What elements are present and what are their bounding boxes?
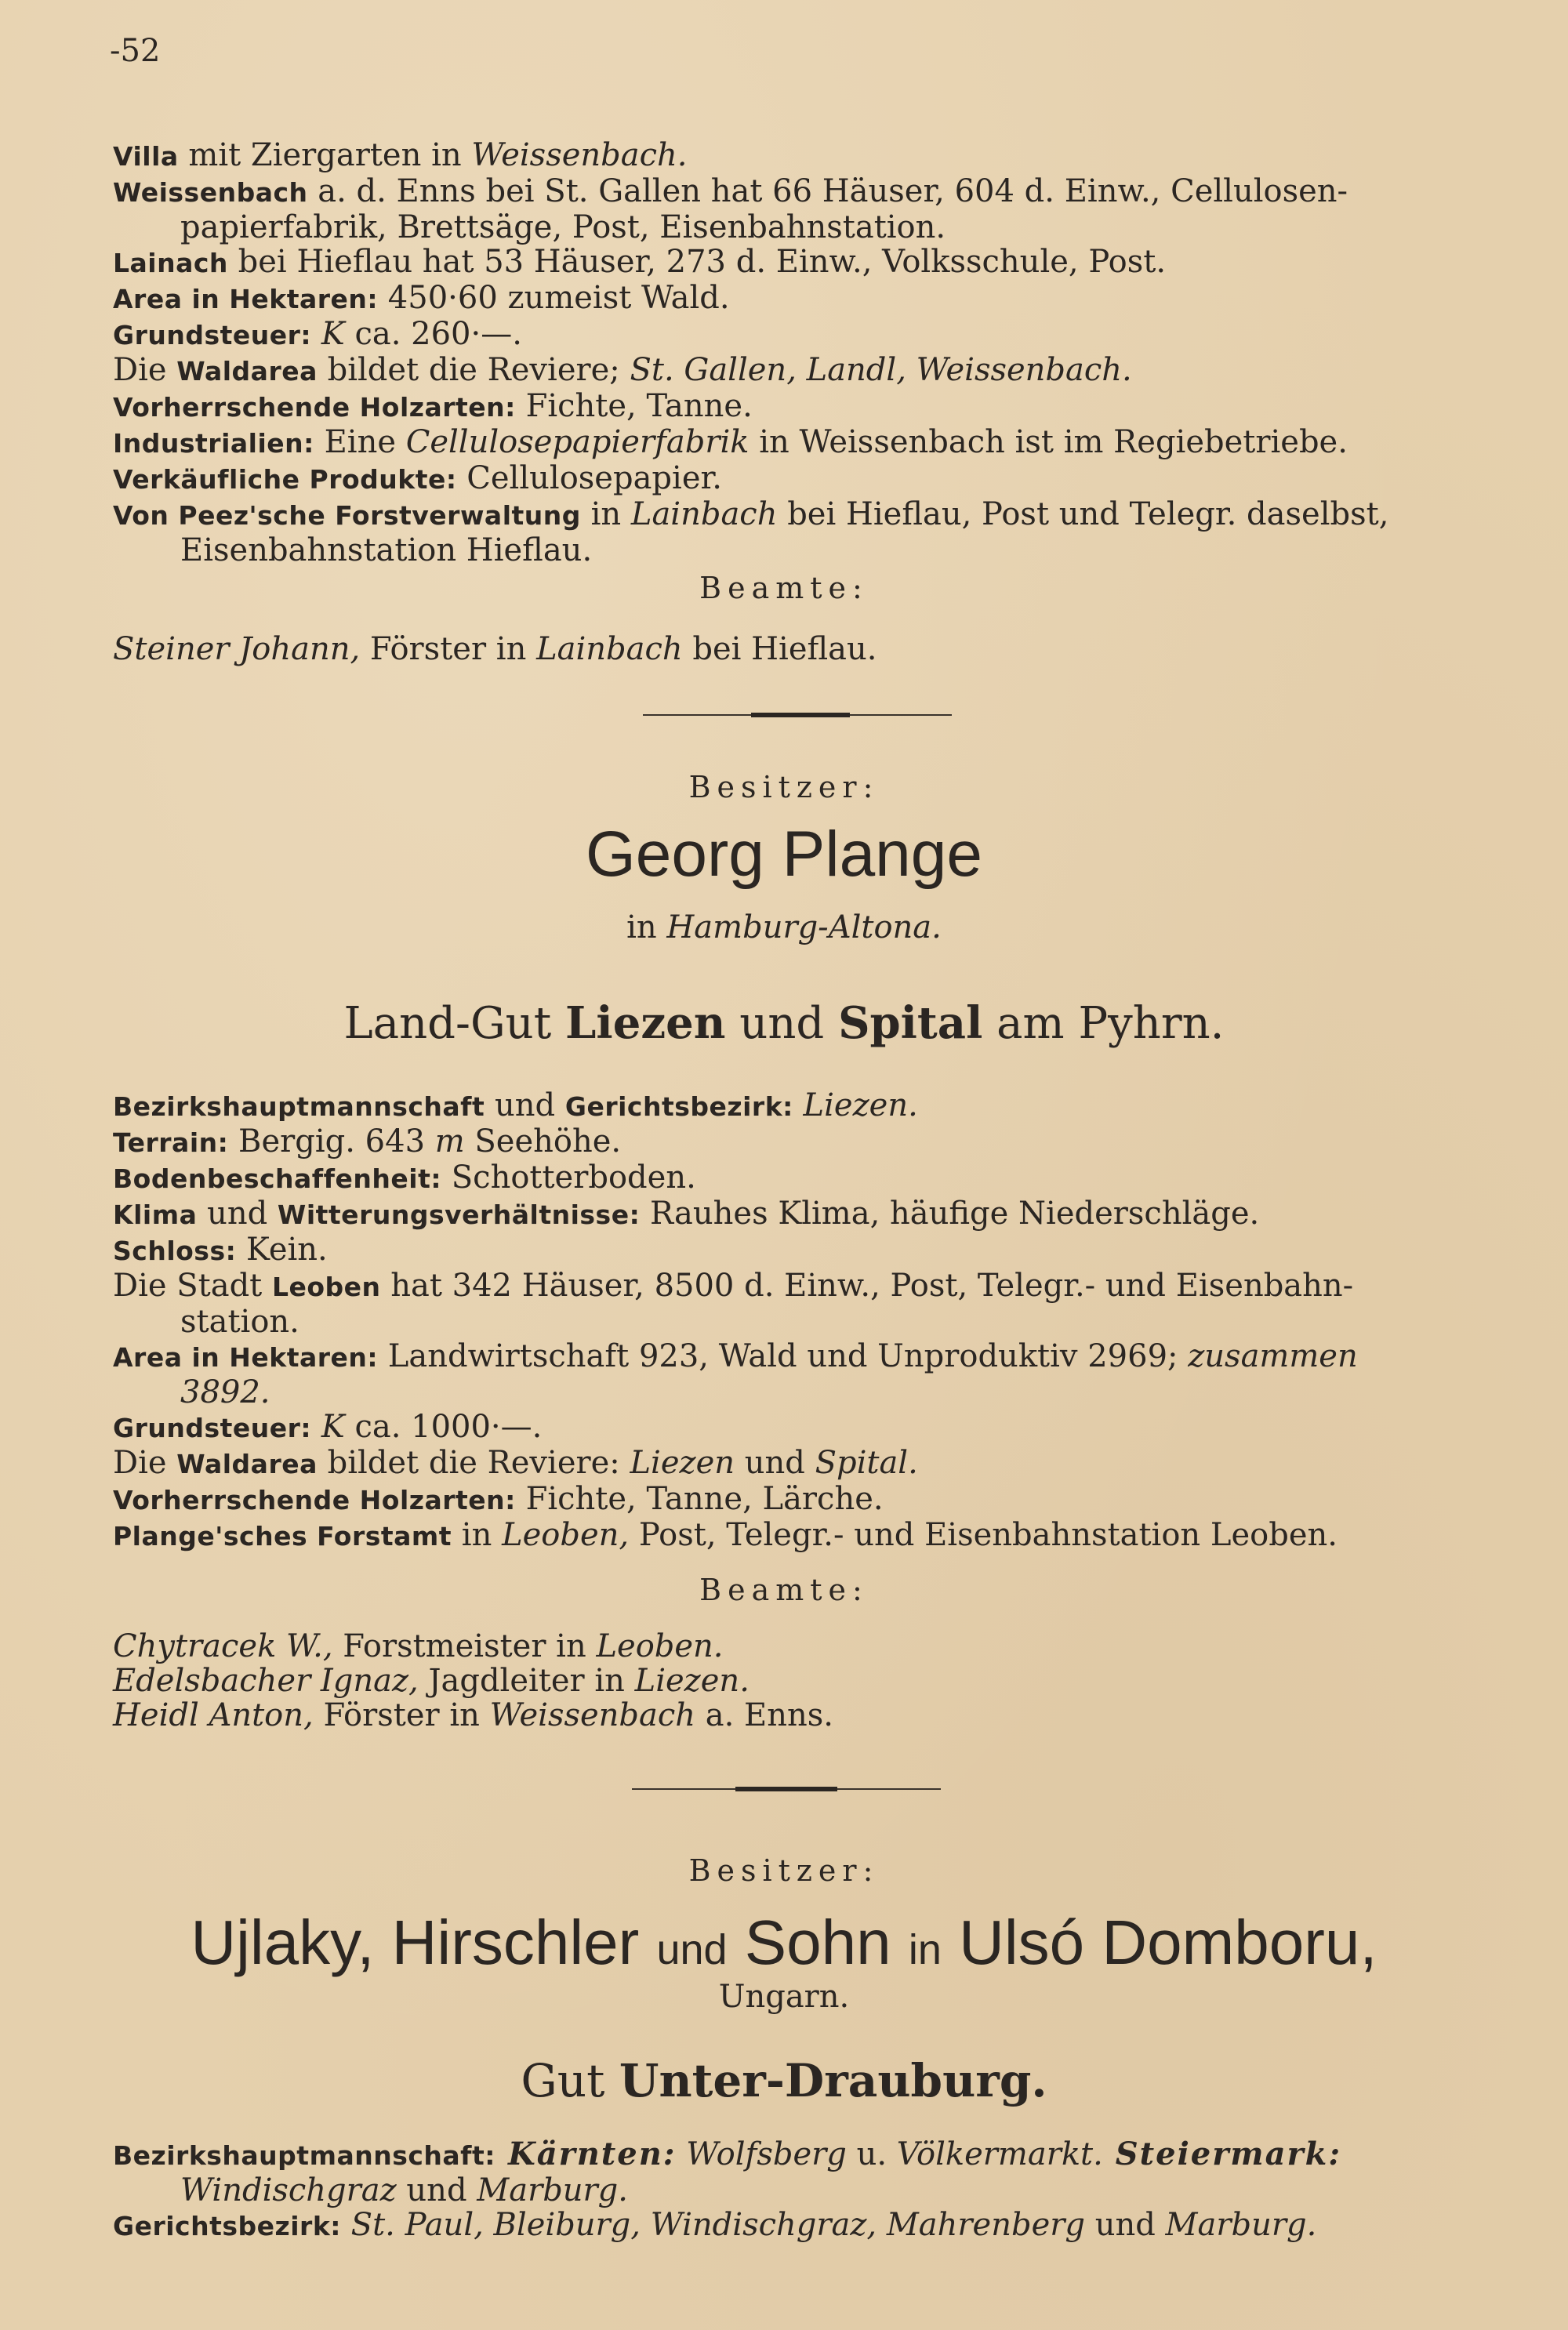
entry-terrain: Terrain: Bergig. 643 m Seehöhe. xyxy=(113,1123,622,1160)
owner-name: Georg Plange xyxy=(585,818,982,890)
beamte-entry: Steiner Johann, Förster in Lainbach bei Hieflau. xyxy=(113,631,877,667)
owner-location: in Hamburg-Altona. xyxy=(626,909,942,945)
page-number: -52 xyxy=(110,33,161,69)
besitzer-label-1: Besitzer: xyxy=(688,770,880,804)
entry-bezirk: Bezirkshauptmannschaft: Kärnten: Wolfsberg u. Völkermarkt. Steiermark: xyxy=(113,2136,1342,2172)
beamte-list-1 xyxy=(113,632,1469,666)
entry-area: Area in Hektaren: Landwirtschaft 923, Wald und Unproduktiv 2969; zusammen xyxy=(113,1338,1358,1374)
entry-weissenbach-cont: papierfabrik, Brettsäge, Post, Eisenbahnstation. xyxy=(180,209,946,245)
entry-schloss: Schloss: Kein. xyxy=(113,1232,328,1268)
estate-title: Land-Gut Liezen und Spital am Pyhrn. xyxy=(343,997,1225,1049)
owner-country: Ungarn. xyxy=(718,1979,850,2015)
entry-klima: Klima und Witterungsverhältnisse: Rauhes Klima, häufige Niederschläge. xyxy=(113,1196,1260,1232)
entry-holzarten: Vorherrschende Holzarten: Fichte, Tanne. xyxy=(113,388,753,424)
entry-boden: Bodenbeschaffenheit: Schotterboden. xyxy=(113,1160,696,1196)
section-unter-drauburg xyxy=(113,2137,1469,2244)
entry-waldarea: Die Waldarea bildet die Reviere; St. Gallen, Landl, Weissenbach. xyxy=(113,352,1132,388)
entry-gerichtsbezirk: Gerichtsbezirk: St. Paul, Bleiburg, Windischgraz, Mahrenberg und Marburg. xyxy=(113,2207,1317,2243)
section-liezen xyxy=(113,1088,1469,1554)
entry-leoben: Die Stadt Leoben hat 342 Häuser, 8500 d. Einw., Post, Telegr.- und Eisenbahn- xyxy=(113,1268,1354,1304)
beamte-entry: Chytracek W., Forstmeister in Leoben. xyxy=(113,1628,724,1664)
entry-forstverwaltung-cont: Eisenbahnstation Hieflau. xyxy=(180,532,593,568)
entry-forstamt: Plange'sches Forstamt in Leoben, Post, Telegr.- und Eisenbahnstation Leoben. xyxy=(113,1517,1338,1553)
entry-lainach: Lainach bei Hieflau hat 53 Häuser, 273 d. Einw., Volksschule, Post. xyxy=(113,244,1167,280)
entry-leoben-cont: station. xyxy=(180,1304,299,1340)
entry-waldarea: Die Waldarea bildet die Reviere: Liezen und Spital. xyxy=(113,1445,918,1481)
entry-grundsteuer: Grundsteuer: K ca. 260·—. xyxy=(113,316,522,352)
entry-forstverwaltung: Von Peez'sche Forstverwaltung in Lainbach bei Hieflau, Post und Telegr. daselbst, xyxy=(113,496,1389,532)
beamte-entry: Edelsbacher Ignaz, Jagdleiter in Liezen. xyxy=(113,1663,750,1699)
beamte-entry: Heidl Anton, Förster in Weissenbach a. Enns. xyxy=(113,1697,834,1733)
entry-area: Area in Hektaren: 450·60 zumeist Wald. xyxy=(113,280,730,316)
section-weissenbach xyxy=(113,138,1469,568)
estate-title-2: Gut Unter-Drauburg. xyxy=(521,2054,1047,2107)
besitzer-label-2: Besitzer: xyxy=(688,1853,880,1888)
divider-center xyxy=(751,713,850,717)
entry-holzarten: Vorherrschende Holzarten: Fichte, Tanne, Lärche. xyxy=(113,1481,884,1517)
entry-industrialien: Industrialien: Eine Cellulosepapierfabrik in Weissenbach ist im Regiebetriebe. xyxy=(113,424,1348,460)
entry-villa: Villa mit Ziergarten in Weissenbach. xyxy=(113,137,688,173)
entry-bezirk-cont: Windischgraz und Marburg. xyxy=(180,2172,628,2208)
entry-area-cont: 3892. xyxy=(180,1374,270,1410)
divider-center xyxy=(735,1787,837,1791)
beamte-heading-1: Beamte: xyxy=(699,571,869,605)
entry-bezirk: Bezirkshauptmannschaft und Gerichtsbezirk: Liezen. xyxy=(113,1087,918,1123)
beamte-list-2 xyxy=(113,1629,1469,1733)
entry-produkte: Verkäufliche Produkte: Cellulosepapier. xyxy=(113,460,722,496)
entry-grundsteuer: Grundsteuer: K ca. 1000·—. xyxy=(113,1409,543,1445)
beamte-heading-2: Beamte: xyxy=(699,1573,869,1607)
owner-name-2: Ujlaky, Hirschler und Sohn in Ulsó Domboru, xyxy=(191,1907,1377,1977)
entry-weissenbach: Weissenbach a. d. Enns bei St. Gallen hat 66 Häuser, 604 d. Einw., Cellulosen- xyxy=(113,173,1348,209)
